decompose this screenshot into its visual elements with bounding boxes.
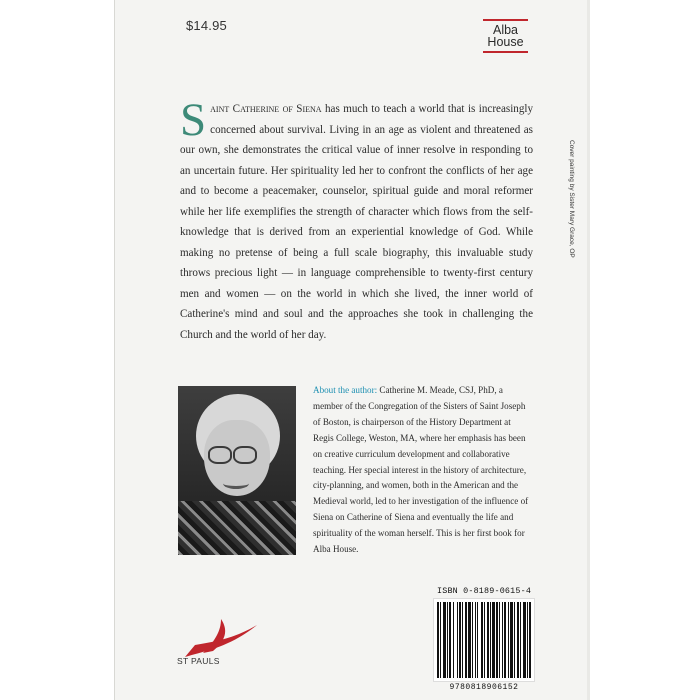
author-bio-text: Catherine M. Meade, CSJ, PhD, a member of the Congregation of the Sisters of Saint Joseph of Boston, is chairperson of the History Department at Regis College, Weston, MA, where her emphasis has been on creative curriculum development and collaborative teaching. Her special interest in the history of architecture, city-planning, and women, both in the American and the Medieval world, led to her investigation of the influence of Siena on Catherine of Siena and eventually the life and spirituality of the woman herself. This is her first book for Alba House. xyxy=(313,385,529,555)
cover-painting-credit-text: Cover painting by Sister Mary Grace, OP xyxy=(568,140,575,258)
barcode-bar xyxy=(504,602,506,678)
barcode-bar xyxy=(465,602,467,678)
barcode-bar xyxy=(529,602,531,678)
logo-text xyxy=(483,21,528,51)
barcode-bar xyxy=(527,602,528,678)
barcode-bar xyxy=(443,602,446,678)
logo-line-1: Alba xyxy=(492,23,519,37)
barcode-bar xyxy=(490,602,491,678)
st-pauls-logo-icon xyxy=(175,617,265,661)
drop-cap-letter: S xyxy=(180,94,207,146)
barcode-bar xyxy=(453,602,454,678)
barcode-number: 9780818906152 xyxy=(449,683,519,692)
photo-glasses-right xyxy=(233,446,257,464)
barcode-bar xyxy=(514,602,515,678)
barcode-bar xyxy=(475,602,476,678)
st-pauls-name: ST PAULS xyxy=(177,656,220,666)
cover-painting-credit xyxy=(563,140,577,330)
logo-bottom-rule xyxy=(483,51,528,53)
spine-edge xyxy=(587,0,590,700)
barcode-bar xyxy=(523,602,526,678)
barcode-bar xyxy=(447,602,448,678)
barcode xyxy=(433,598,535,682)
isbn-label: ISBN 0-8189-0615-4 xyxy=(437,586,532,596)
barcode-bar xyxy=(492,602,495,678)
photo-blouse xyxy=(178,501,296,555)
description-text: has much to teach a world that is increasingly concerned about survival. Living in an age as violent and threatened as our own, she demonstrates the critical value of inner resolve in responding to an uncertain future. Her spirituality led her to confront the conflicts of her age and to become a peacemaker, counselor, spiritual guide and moral reformer while her life exemplifies the strength of character which flows from the self-knowledge that is derived from an experiential knowledge of God. While making no pretense of being a full scale biography, this invaluable study throws precious light — in language comprehensible to twenty-first century men and women — on the world in which she lived, the inner world of Catherine's mind and soul and the approaches she took in challenging the Church and the world of her day. xyxy=(180,103,533,341)
logo-line-2: House xyxy=(487,35,524,49)
barcode-bar xyxy=(487,602,489,678)
photo-glasses-left xyxy=(208,446,232,464)
alba-house-logo xyxy=(483,19,528,53)
book-description xyxy=(180,94,533,345)
barcode-bar xyxy=(499,602,500,678)
barcode-bar xyxy=(477,602,478,678)
barcode-bar xyxy=(468,602,471,678)
price-label: $14.95 xyxy=(186,18,227,33)
description-lead: aint Catherine of Siena xyxy=(210,103,322,115)
barcode-bar xyxy=(484,602,485,678)
barcode-bar xyxy=(462,602,463,678)
barcode-bar xyxy=(502,602,503,678)
barcode-bar xyxy=(457,602,458,678)
barcode-bar xyxy=(496,602,498,678)
barcode-bar xyxy=(449,602,451,678)
photo-smile xyxy=(223,478,249,489)
barcode-bars xyxy=(436,602,532,678)
author-bio-label: About the author: xyxy=(313,385,378,395)
barcode-bar xyxy=(481,602,483,678)
barcode-bar xyxy=(508,602,509,678)
barcode-bar xyxy=(440,602,441,678)
barcode-bar xyxy=(510,602,513,678)
barcode-bar xyxy=(459,602,461,678)
author-photo xyxy=(178,386,296,555)
barcode-bar xyxy=(520,602,521,678)
barcode-bar xyxy=(472,602,473,678)
barcode-bar xyxy=(517,602,519,678)
barcode-bar xyxy=(437,602,439,678)
author-bio xyxy=(313,383,533,558)
